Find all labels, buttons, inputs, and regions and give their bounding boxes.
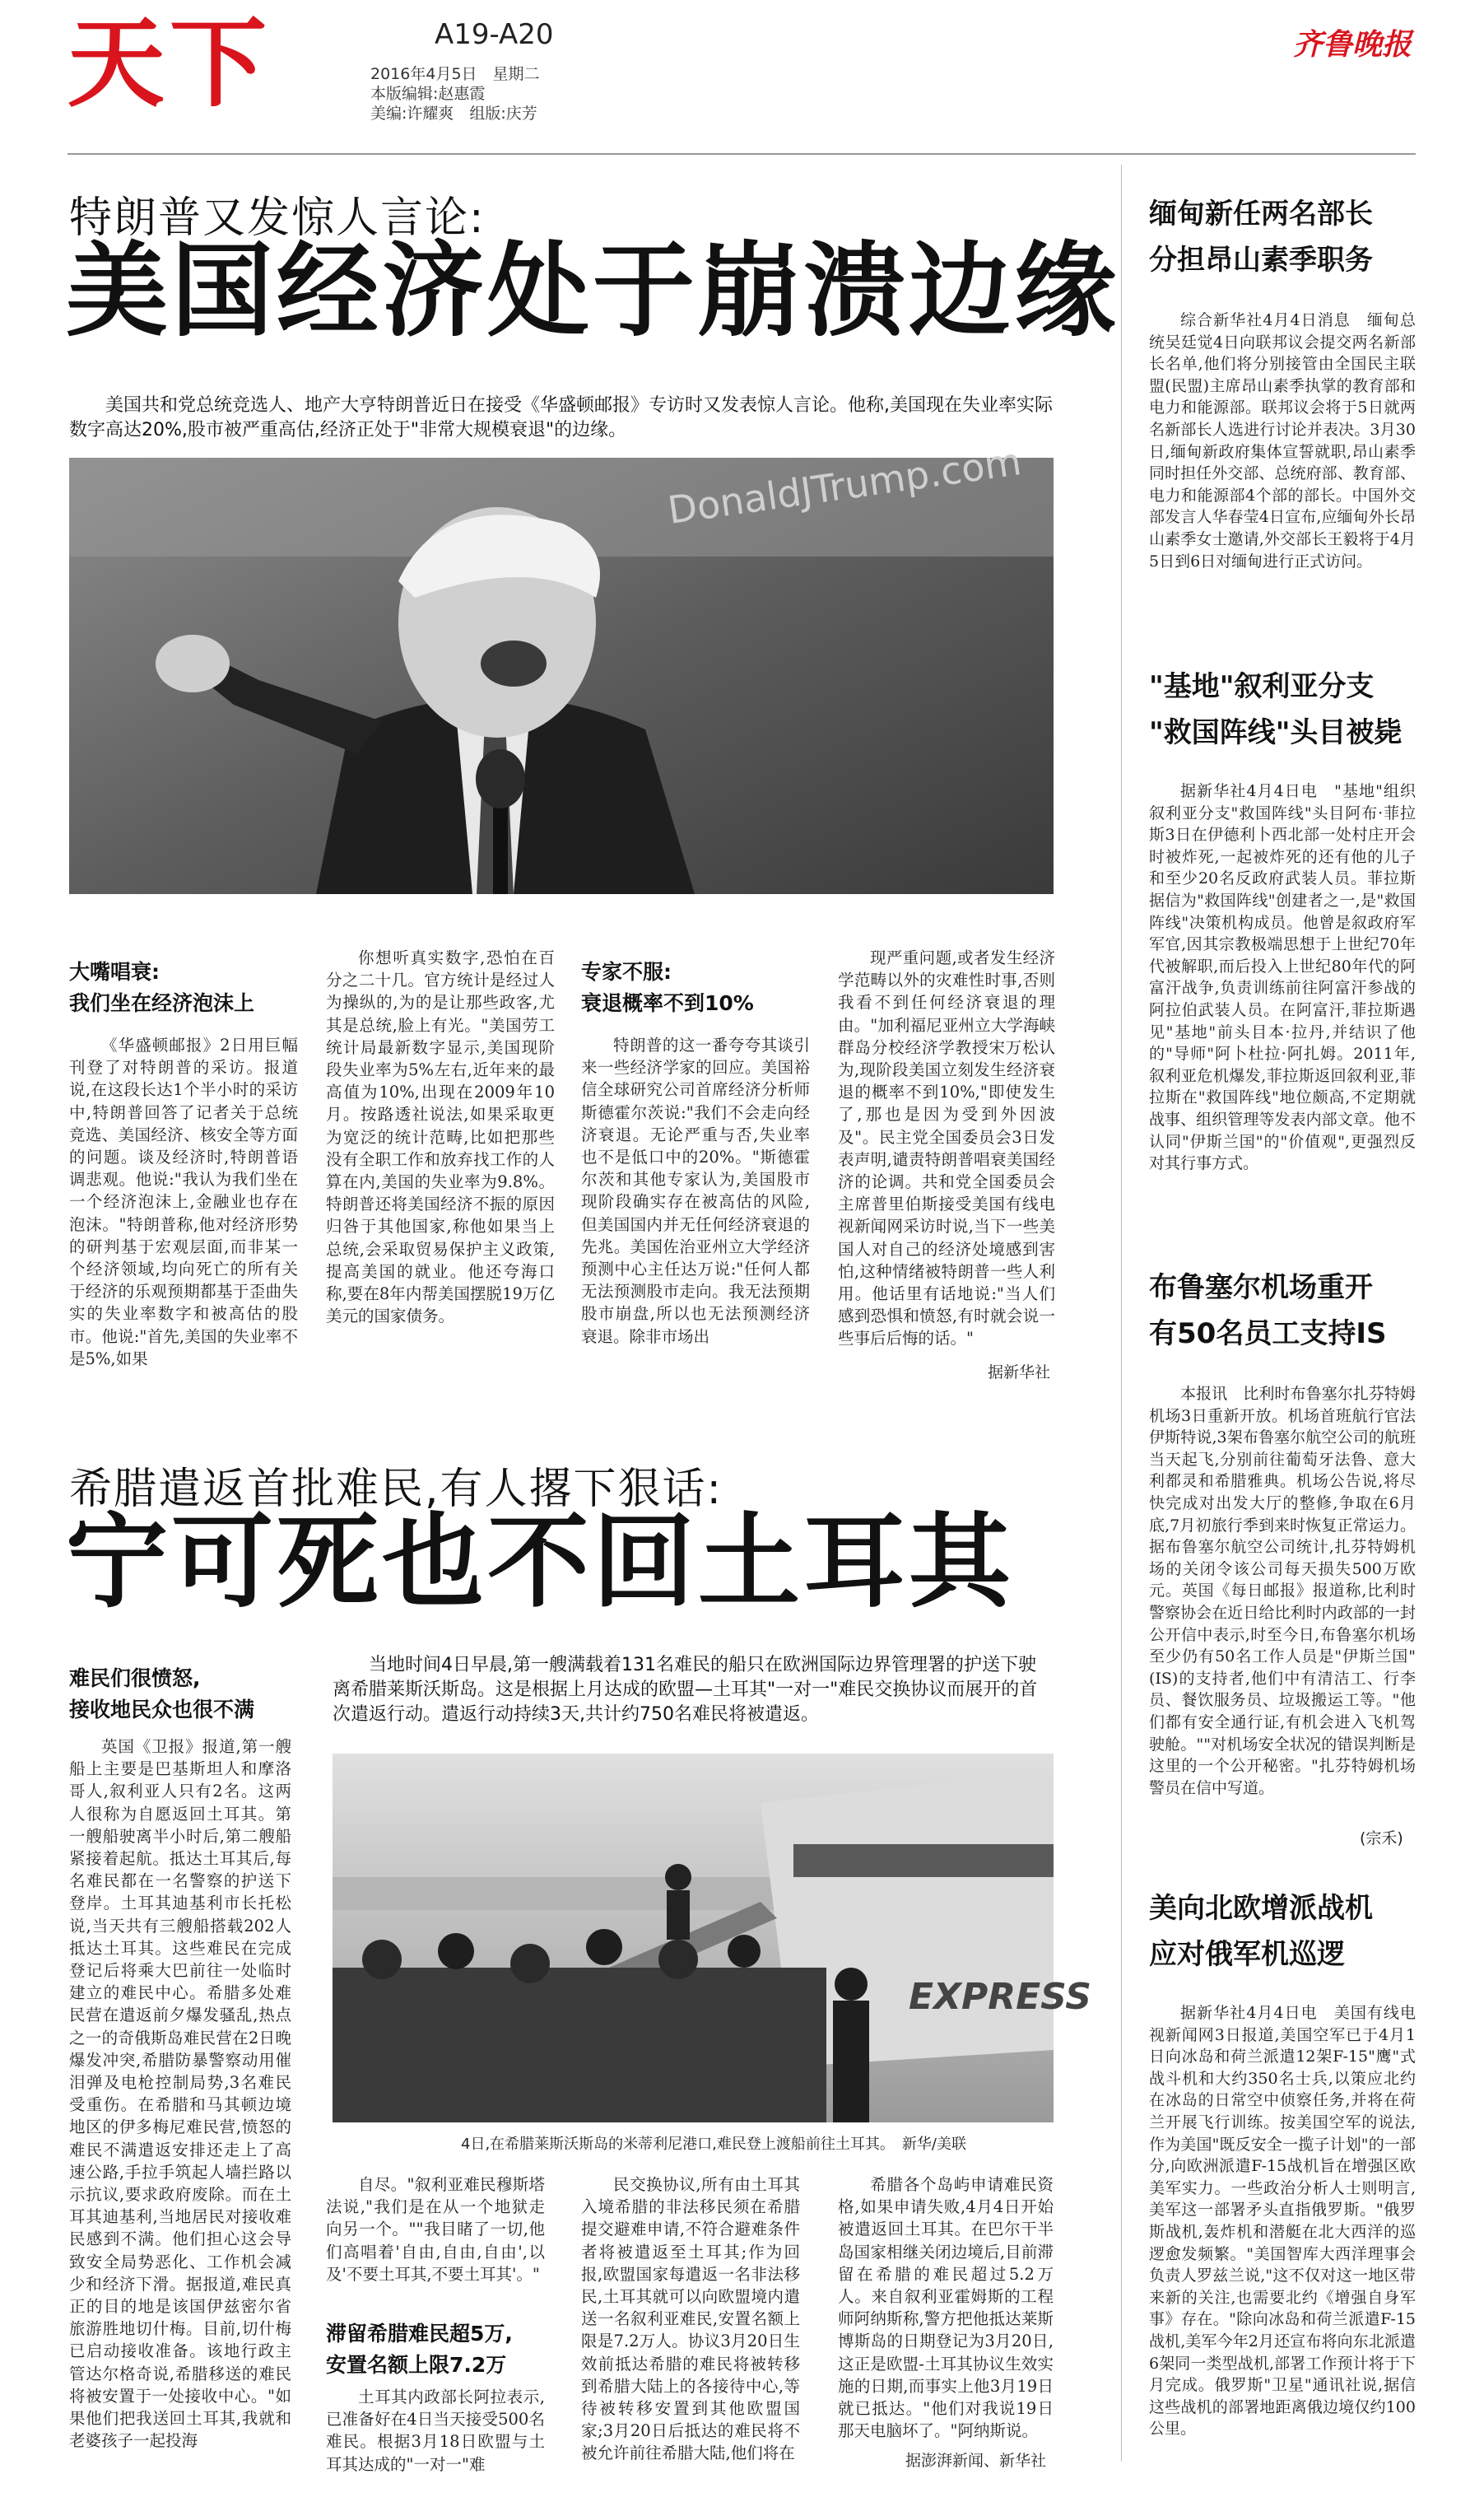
story1-column-2-text: 你想听真实数字,恐怕在百分之二十几。官方统计是经过人为操纵的,为的是让那些政客,尤其是总统,脸上有光。"美国劳工统计局最新数字显示,美国现阶段失业率为5%左右,近年来的最高值为10%,出现在2009年10月。按路透社说法,如果采取更为宽泛的统计范畴,比如把那些没有全职工作和放弃找工作的人算在内,美国的失业率为9.8%。特朗普还将美国经济不振的原因归咎于其他国家,称他如果当上总统,会采取贸易保护主义政策,提高美国的就业。他还夸海口称,要在8年内帮美国摆脱19万亿美元的国家债务。 [326, 948, 555, 1326]
story2-photo-caption: 4日,在希腊莱斯沃斯岛的米蒂利尼港口,难民登上渡船前往土耳其。 新华/美联 [461, 2136, 966, 2153]
story2-subhead-1 [69, 1663, 316, 1726]
story1-headline: 美国经济处于崩溃边缘 [66, 232, 1120, 351]
story2-column-1 [69, 1735, 291, 2460]
story1-subhead-2-line2: 衰退概率不到10% [581, 991, 754, 1015]
story2-column-2 [326, 2173, 545, 2297]
story2-column-1-text: 英国《卫报》报道,第一艘船上主要是巴基斯坦人和摩洛哥人,叙利亚人只有2名。这两人很称为自愿返回土耳其。第一艘船驶离半小时后,第二艘船紧接着起航。抵达土耳其后,每名难民都在一名警察的护送下登岸。土耳其迪基利市长托松说,当天共有三艘船搭载202人抵达土耳其。这些难民在完成登记后将乘大巴前往一处临时建立的难民中心。希腊多处难民营在遣返前夕爆发骚乱,热点之一的奇俄斯岛难民营在2日晚爆发冲突,希腊防暴警察动用催泪弹及电枪控制局势,3名难民受重伤。在希腊和马其顿边境地区的伊多梅尼难民营,愤怒的难民不满遣返安排还走上了高速公路,手拉手筑起人墙拦路以示抗议,要求政府废除。而在土耳其迪基利,当地居民对接收难民感到不满。他们担心这会导致安全局势恶化、工作机会减少和经济下滑。据报道,难民真正的目的地是该国伊兹密尔省旅游胜地切什梅。目前,切什梅已启动接收准备。该地行政主管达尔格奇说,希腊移送的难民将被安置于一处接收中心。"如果他们把我送回土耳其,我就和老婆孩子一起投海 [69, 1737, 291, 2451]
story1-column-4-text: 现严重问题,或者发生经济学范畴以外的灾难性时事,否则我看不到任何经济衰退的理由。"加利福尼亚州立大学海峡群岛分校经济学教授宋万松认为,现阶段美国立刻发生经济衰退的概率不到10%,"即使发生了,那也是因为受到外因波及"。民主党全国委员会3日发表声明,谴责特朗普唱衰美国经济的论调。共和党全国委员会主席普里伯斯接受美国有线电视新闻网采访时说,当下一些美国人对自己的经济处境感到害怕,这种情绪被特朗普一些人利用。他话里有话地说:"当人们感到恐惧和愤怒,有时就会说一些事后后悔的话。" [838, 948, 1055, 1349]
sidebar-item-1-title-line1: 缅甸新任两名部长 [1149, 198, 1373, 231]
sidebar-item-4-body [1149, 2002, 1416, 2467]
story1-column-3 [581, 1034, 810, 1380]
story2-column-3-text: 民交换协议,所有由土耳其入境希腊的非法移民须在希腊提交避难申请,不符合避难条件者将被遣返至土耳其;作为回报,欧盟国家每遣返一名非法移民,土耳其就可以向欧盟境内遣送一名叙利亚难民,安置名额上限是7.2万人。协议3月20日生效前抵达希腊的难民将被转移到希腊大陆上的各接待中心,等待被转移安置到其他欧盟国家;3月20日后抵达的难民将不被允许前往希腊大陆,他们将在 [581, 2175, 800, 2463]
story1-column-1-text: 《华盛顿邮报》2日用巨幅刊登了对特朗普的采访。报道说,在这段长达1个半小时的采访中,特朗普回答了记者关于总统竞选、美国经济、核安全等方面的问题。谈及经济时,特朗普语调悲观。他说:"我认为我们坐在一个经济泡沫上,金融业也存在泡沫。"特朗普称,他对经济形势的研判基于宏观层面,而非某一个经济领域,均向死亡的所有关于经济的乐观预期都基于歪曲失实的失业率数字和被高估的股市。他说:"首先,美国的失业率不是5%,如果 [69, 1036, 298, 1368]
sidebar-item-3-body [1149, 1383, 1416, 1828]
story2-subhead-1-line2: 接收地民众也很不满 [69, 1698, 255, 1721]
sidebar-item-2-title-line2: "救国阵线"头目被毙 [1149, 716, 1403, 749]
campaign-sign-text: DonaldJTrump.com [665, 439, 1025, 533]
sidebar-item-2-title-line1: "基地"叙利亚分支 [1149, 670, 1375, 703]
sidebar-item-1-body [1149, 310, 1416, 621]
story1-subhead-2 [581, 957, 812, 1019]
story2-column-2-text: 自尽。"叙利亚难民穆斯塔法说,"我们是在从一个地狱走向另一个。""我目睹了一切,他们高唱着'自由,自由,自由',以及'不要土耳其,不要土耳其'。" [326, 2175, 545, 2284]
story1-column-1 [69, 1034, 298, 1380]
story2-kicker: 希腊遣返首批难民,有人撂下狠话: [69, 1465, 723, 1514]
story2-column-4-text: 希腊各个岛屿申请难民资格,如果申请失败,4月4日开始被遣返回土耳其。在巴尔干半岛国家相继关闭边境后,目前滞留在希腊的难民超过5.2万人。来自叙利亚霍姆斯的工程师阿纳斯称,警方把他抵达莱斯博斯岛的日期登记为3月20日,这正是欧盟-土耳其协议生效实施的日期,而事实上他3月19日就已抵达。"他们对我说19日那天电脑坏了。"阿纳斯说。 [838, 2175, 1054, 2441]
story2-photo [333, 1754, 1091, 2122]
page-range: A19-A20 [435, 18, 554, 51]
story1-column-4 [838, 947, 1055, 1358]
story1-credit: 据新华社 [988, 1363, 1051, 1381]
story2-subhead-1-line1: 难民们很愤怒, [69, 1666, 201, 1690]
story2-subhead-2-line1: 滞留希腊难民超5万, [326, 2322, 513, 2346]
editor-credit: 本版编辑:赵惠霞 [370, 85, 486, 103]
sidebar-item-2-title [1149, 664, 1421, 756]
sidebar-item-3-credit: (宗禾) [1360, 1829, 1403, 1847]
story2-credit: 据澎湃新闻、新华社 [905, 2452, 1047, 2470]
story2-subhead-2-line2: 安置名额上限7.2万 [326, 2353, 507, 2377]
story1-column-2 [326, 947, 555, 1380]
sidebar-item-1-title [1149, 191, 1421, 283]
sidebar-item-4-text: 据新华社4月4日电 美国有线电视新闻网3日报道,美国空军已于4月1日向冰岛和荷兰派遣12架F-15"鹰"式战斗机和大约350名士兵,以策应北约在冰岛的日常空中侦察任务,并将在荷兰开展飞行训练。按美国空军的说法,作为美国"既反安全一揽子计划"的一部分,向欧洲派遣F-15战机旨在增强区欧美军实力。一些政治分析人士则明言,美军这一部署矛头直指俄罗斯。"俄罗斯战机,轰炸机和潜艇在北大西洋的巡逻愈发频繁。"美国智库大西洋理事会负责人罗兹兰说,"这不仅对这一地区带来新的关注,也需要北约《增强自身军事》存在。"除向冰岛和荷兰派遣F-15战机,美军今年2月还宣布将向东北派遣6架同一类型战机,部署工作预计将于下月完成。俄罗斯"卫星"通讯社说,据信这些战机的部署地距离俄边境仅约100公里。 [1149, 2004, 1416, 2439]
designer-credit: 美编:许耀爽 组版:庆芳 [370, 105, 537, 123]
story1-subhead-2-line1: 专家不服: [581, 960, 672, 984]
story2-subhead-2 [326, 2318, 565, 2381]
story1-column-3-text: 特朗普的这一番夸夸其谈引来一些经济学家的回应。美国裕信全球研究公司首席经济分析师斯德霍尔茨说:"我们不会走向经济衰退。无论严重与否,失业率也不是低口中的20%。"斯德霍尔茨和其他专家认为,美国股市现阶段确实存在被高估的风险,但美国国内并无任何经济衰退的先兆。美国佐治亚州立大学经济预测中心主任达万说:"任何人都无法预测股市走向。我无法预期股市崩盘,所以也无法预测经济衰退。除非市场出 [581, 1036, 810, 1346]
sidebar-item-3-text: 本报讯 比利时布鲁塞尔扎芬特姆机场3日重新开放。机场首班航行官法伊斯特说,3架布鲁塞尔航空公司的航班当天起飞,分别前往葡萄牙法鲁、意大利都灵和希腊雅典。机场公告说,将尽快完成对出发大厅的整修,争取在6月底,7月初旅行季到来时恢复正常运力。据布鲁塞尔航空公司统计,扎芬特姆机场的关闭令该公司每天损失500万欧元。英国《每日邮报》报道称,比利时警察协会在近日给比利时内政部的一封公开信中表示,时至今日,布鲁塞尔机场至少仍有50名工作人员是"伊斯兰国"(IS)的支持者,他们中有清洁工、行李员、餐饮服务员、垃圾搬运工等。"他们都有安全通行证,有机会进入飞机驾驶舱。""对机场安全状况的错误判断是这里的一个公开秘密。"扎芬特姆机场警员在信中写道。 [1149, 1385, 1416, 1797]
story2-lead: 当地时间4日早晨,第一艘满载着131名难民的船只在欧洲国际边界管理署的护送下驶离希腊莱斯沃斯岛。这是根据上月达成的欧盟—土耳其"一对一"难民交换协议而展开的首次遣返行动。遣返行动持续3天,共计约750名难民将被遣返。 [333, 1655, 1038, 1725]
sidebar-item-4-title [1149, 1885, 1421, 1978]
issue-meta [370, 64, 540, 123]
story1-photo [69, 439, 1054, 894]
story1-lead: 美国共和党总统竞选人、地产大亨特朗普近日在接受《华盛顿邮报》专访时又发表惊人言论。他称,美国现在失业率实际数字高达20%,股市被严重高估,经济正处于"非常大规模衰退"的边缘。 [69, 395, 1053, 440]
masthead-divider [67, 153, 1416, 155]
sidebar-item-2-text: 据新华社4月4日电 "基地"组织叙利亚分支"救国阵线"头目阿布·菲拉斯3日在伊德利卜西北部一处村庄开会时被炸死,一起被炸死的还有他的儿子和至少20名反政府武装人员。菲拉斯据信为"救国阵线"创建者之一,是"救国阵线"决策机构成员。他曾是叙政府军军官,因其宗教极端思想于上世纪70年代被解职,而后投入上世纪80年代的阿富汗战争,负责训练前往阿富汗参战的阿拉伯武装人员。在阿富汗,菲拉斯遇见"基地"前头目本·拉丹,并结识了他的"导师"阿卜杜拉·阿扎姆。2011年,叙利亚危机爆发,菲拉斯返回叙利亚,菲拉斯在"救国阵线"地位颇高,不定期就战事、组织管理等发表内部文章。他不认同"伊斯兰国"的"价值观",更强烈反对其行事方式。 [1149, 782, 1416, 1173]
story1-subhead-1-line2: 我们坐在经济泡沫上 [69, 991, 255, 1015]
story1-subhead-1 [69, 957, 300, 1019]
newspaper-logo: 齐鲁晚报 [1292, 27, 1412, 62]
section-brand: 天下 [67, 7, 272, 120]
sidebar-item-4-title-line2: 应对俄军机巡逻 [1149, 1938, 1345, 1971]
sidebar-item-1-title-line2: 分担昂山素季职务 [1149, 244, 1373, 277]
sidebar-item-4-title-line1: 美向北欧增派战机 [1149, 1892, 1373, 1925]
story1-subhead-1-line1: 大嘴唱衰: [69, 960, 160, 984]
story2-column-3 [581, 2173, 800, 2467]
issue-date: 2016年4月5日 星期二 [370, 65, 540, 83]
sidebar-divider [1121, 165, 1122, 2462]
sidebar-item-3-title [1149, 1265, 1421, 1357]
story1-kicker: 特朗普又发惊人言论: [69, 193, 486, 243]
story2-column-4 [838, 2173, 1054, 2445]
sidebar-item-3-title-line2: 有50名员工支持IS [1149, 1317, 1387, 1350]
story2-column-2b [326, 2386, 545, 2474]
ship-name-text: EXPRESS [909, 1976, 1091, 2018]
sidebar-item-2-body [1149, 780, 1416, 1197]
sidebar-item-1-text: 综合新华社4月4日消息 缅甸总统吴廷觉4日向联邦议会提交两名新部长名单,他们将分别接管由全国民主联盟(民盟)主席昂山素季执掌的教育部和电力和能源部。联邦议会将于5日就两名新部长人选进行讨论并表决。3月30日,缅甸新政府集体宣誓就职,昂山素季同时担任外交部、总统府部、教育部、电力和能源部4个部的部长。中国外交部发言人华春莹4日宣布,应缅甸外长昂山素季女士邀请,外交部长王毅将于4月5日到6日对缅甸进行正式访问。 [1149, 311, 1416, 571]
sidebar-item-3-title-line1: 布鲁塞尔机场重开 [1149, 1271, 1373, 1304]
story2-headline: 宁可死也不回土耳其 [66, 1503, 1015, 1622]
story2-column-2b-text: 土耳其内政部长阿拉表示,已准备好在4日当天接受500名难民。根据3月18日欧盟与土耳其达成的"一对一"难 [326, 2388, 545, 2474]
